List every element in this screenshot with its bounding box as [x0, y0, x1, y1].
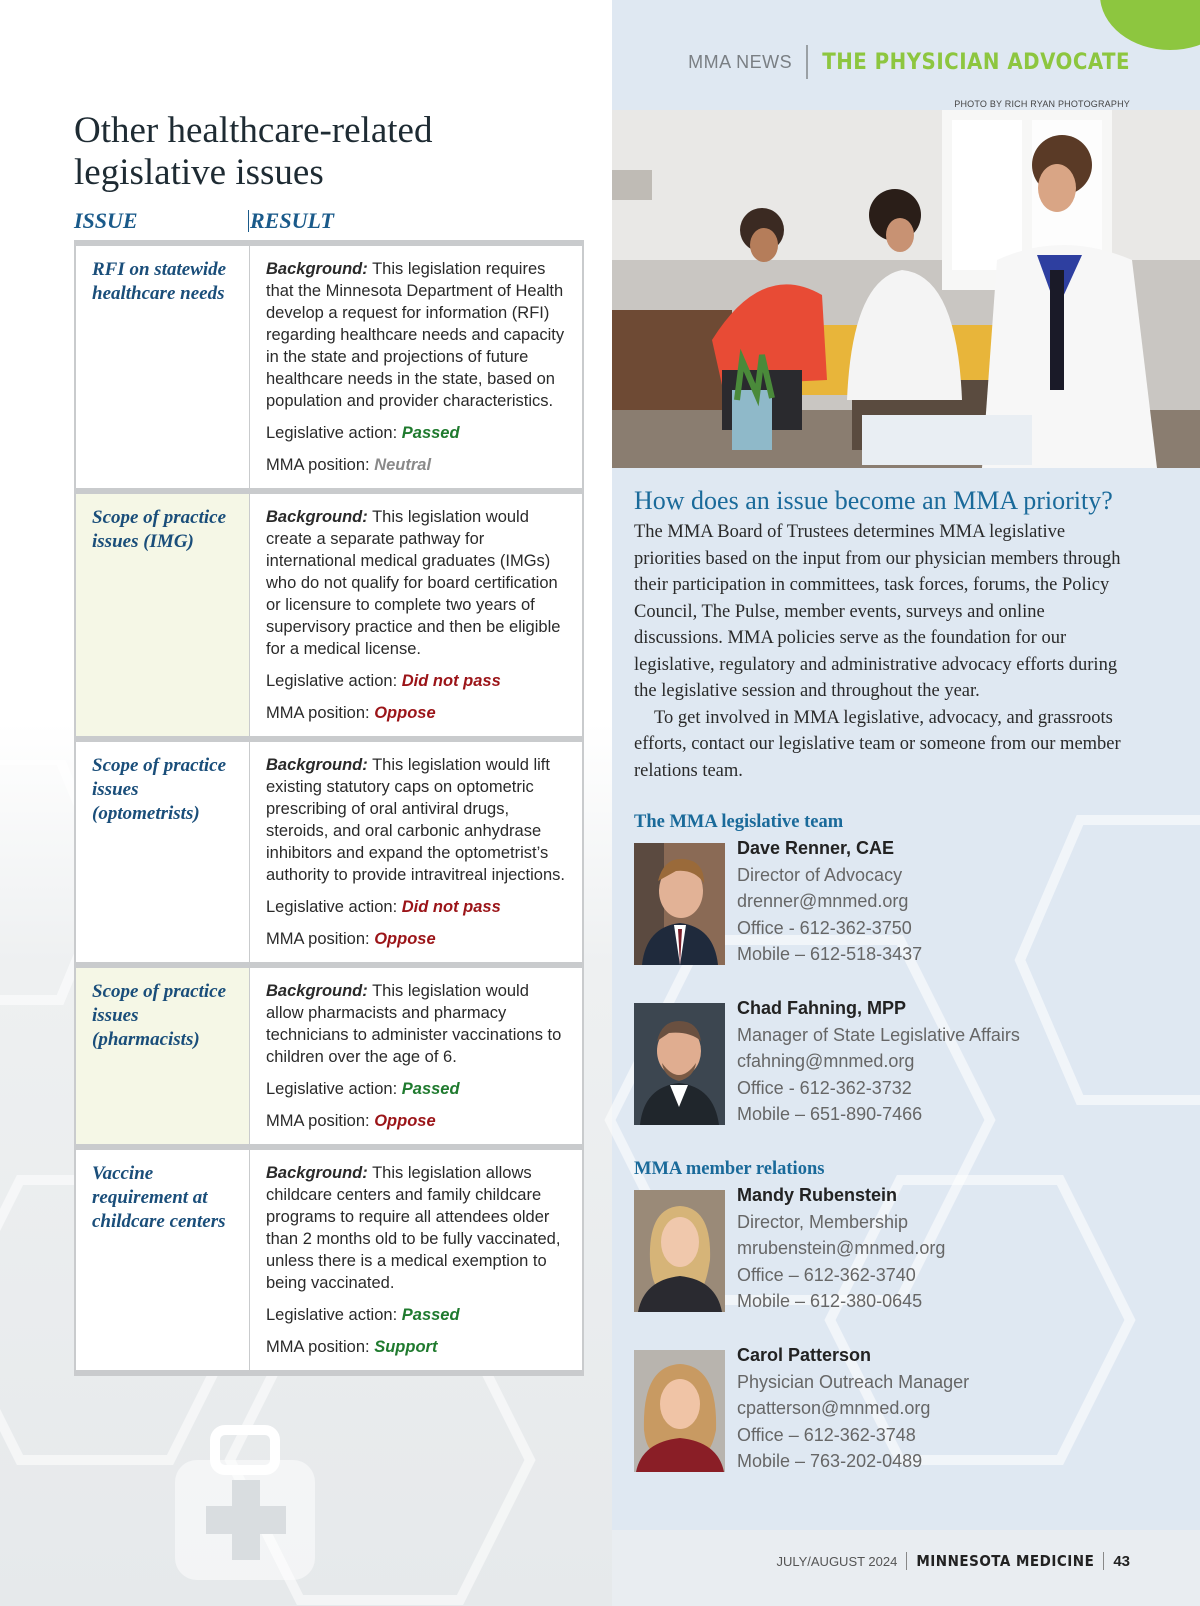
table-row	[76, 742, 582, 968]
contact-office-phone: Office - 612-362-3732	[737, 1077, 912, 1098]
result-cell	[250, 246, 582, 488]
priority-heading: How does an issue become an MMA priority?	[634, 486, 1113, 515]
contact-info	[737, 995, 1020, 1128]
background-text	[266, 258, 568, 412]
position-status: Oppose	[374, 704, 436, 722]
action-status: Passed	[401, 1306, 460, 1324]
issue-date: JULY/AUGUST 2024	[776, 1553, 898, 1569]
contact-email[interactable]: cpatterson@mnmed.org	[737, 1398, 931, 1419]
contact-info	[737, 1342, 969, 1475]
contact-mobile-phone: Mobile – 763-202-0489	[737, 1451, 923, 1472]
table-row	[76, 246, 582, 494]
title-line-2: legislative issues	[74, 152, 324, 193]
contact-office-phone: Office – 612-362-3740	[737, 1264, 916, 1285]
column-header-divider	[248, 210, 249, 232]
position-label: MMA position:	[266, 704, 370, 722]
mma-position	[266, 454, 568, 476]
contact-title: Physician Outreach Manager	[737, 1371, 970, 1392]
background-text	[266, 754, 568, 886]
background-body: This legislation allows childcare centers and family childcare programs to require all attendees older than 2 months old to be fully vaccinated, unless there is a medical exemption to being vaccinated.	[266, 1164, 561, 1292]
priority-paragraph-2: To get involved in MMA legislative, advocacy, and grassroots efforts, contact our legislative team or someone from our member relations team.	[634, 707, 1121, 781]
issue-name: Scope of practice issues (optometrists)	[76, 742, 250, 962]
contact-office-phone: Office – 612-362-3748	[737, 1424, 916, 1445]
background-label: Background:	[266, 982, 368, 1000]
legislative-team-heading: The MMA legislative team	[634, 812, 844, 832]
contact-info	[737, 1182, 945, 1315]
position-status: Neutral	[374, 456, 432, 474]
section-label: MMA NEWS	[688, 45, 808, 79]
contact-title: Director of Advocacy	[737, 864, 903, 885]
contact-card	[634, 998, 1134, 1128]
contact-mobile-phone: Mobile – 651-890-7466	[737, 1104, 923, 1125]
contact-name: Chad Fahning, MPP	[737, 998, 906, 1018]
table-row	[76, 494, 582, 742]
contact-office-phone: Office - 612-362-3750	[737, 917, 912, 938]
portrait-photo	[634, 1003, 725, 1125]
background-label: Background:	[266, 508, 368, 526]
title-line-1: Other healthcare-related	[74, 110, 433, 151]
legislative-action	[266, 422, 568, 444]
contact-mobile-phone: Mobile – 612-380-0645	[737, 1291, 923, 1312]
table-row	[76, 1150, 582, 1374]
issues-table	[74, 240, 584, 1376]
contact-mobile-phone: Mobile – 612-518-3437	[737, 944, 923, 965]
issue-name: Scope of practice issues (IMG)	[76, 494, 250, 736]
result-cell	[250, 1150, 582, 1370]
issue-name: RFI on statewide healthcare needs	[76, 246, 250, 488]
position-status: Oppose	[374, 1112, 436, 1130]
contact-info	[737, 835, 922, 968]
legislative-action	[266, 1078, 568, 1100]
legislative-action	[266, 896, 568, 918]
legislative-action	[266, 1304, 568, 1326]
action-label: Legislative action:	[266, 898, 398, 916]
mma-position	[266, 702, 568, 724]
issue-name: Scope of practice issues (pharmacists)	[76, 968, 250, 1144]
action-status: Passed	[401, 1080, 460, 1098]
page-footer	[776, 1552, 1130, 1570]
action-status: Did not pass	[401, 898, 501, 916]
result-cell	[250, 968, 582, 1144]
contact-title: Manager of State Legislative Affairs	[737, 1024, 1020, 1045]
portrait-photo	[634, 843, 725, 965]
mma-position	[266, 928, 568, 950]
action-label: Legislative action:	[266, 672, 398, 690]
background-body: This legislation would allow pharmacists and pharmacy technicians to administer vaccinations to children over the age of 6.	[266, 982, 562, 1066]
magazine-name: MINNESOTA MEDICINE	[906, 1552, 1104, 1570]
mma-position	[266, 1110, 568, 1132]
table-row	[76, 968, 582, 1150]
contact-card	[634, 1185, 1134, 1315]
issue-column-header: ISSUE	[74, 208, 138, 233]
contact-card	[634, 838, 1134, 968]
action-label: Legislative action:	[266, 1080, 398, 1098]
position-label: MMA position:	[266, 456, 370, 474]
background-body: This legislation would create a separate pathway for international medical graduates (IMGs) who do not qualify for board certification or licensure to complete two years of supervisory practice and then be eligible for a medical license.	[266, 508, 561, 658]
contact-card	[634, 1345, 1134, 1475]
background-text	[266, 1162, 568, 1294]
column-label: THE PHYSICIAN ADVOCATE	[822, 49, 1130, 75]
running-header	[688, 44, 1130, 80]
position-label: MMA position:	[266, 1112, 370, 1130]
issue-name: Vaccine requirement at childcare centers	[76, 1150, 250, 1370]
position-status: Support	[374, 1338, 438, 1356]
action-status: Passed	[401, 424, 460, 442]
action-status: Did not pass	[401, 672, 501, 690]
mma-position	[266, 1336, 568, 1358]
position-label: MMA position:	[266, 930, 370, 948]
contact-name: Mandy Rubenstein	[737, 1185, 898, 1205]
contact-email[interactable]: drenner@mnmed.org	[737, 891, 909, 912]
page-number: 43	[1113, 1552, 1130, 1570]
priority-body	[634, 519, 1130, 784]
result-cell	[250, 494, 582, 736]
portrait-photo	[634, 1190, 725, 1312]
action-label: Legislative action:	[266, 424, 398, 442]
portrait-photo	[634, 1350, 725, 1472]
contact-email[interactable]: mrubenstein@mnmed.org	[737, 1238, 946, 1259]
background-label: Background:	[266, 756, 368, 774]
background-text	[266, 980, 568, 1068]
background-text	[266, 506, 568, 660]
background-body: This legislation requires that the Minnesota Department of Health develop a request for information (RFI) regarding healthcare needs and capacity in the state and projections of future healthcare needs in the state, based on population and provider characteristics.	[266, 260, 565, 410]
background-body: This legislation would lift existing statutory caps on optometric prescribing of oral antiviral drugs, steroids, and oral carbonic anhydrase inhibitors and expand the optometrist’s authority to provide intravitreal injections.	[266, 756, 565, 884]
contact-title: Director, Membership	[737, 1211, 909, 1232]
result-cell	[250, 742, 582, 962]
background-label: Background:	[266, 1164, 368, 1182]
result-column-header: RESULT	[250, 208, 334, 233]
background-label: Background:	[266, 260, 368, 278]
action-label: Legislative action:	[266, 1306, 398, 1324]
position-label: MMA position:	[266, 1338, 370, 1356]
contact-email[interactable]: cfahning@mnmed.org	[737, 1051, 915, 1072]
position-status: Oppose	[374, 930, 436, 948]
legislative-action	[266, 670, 568, 692]
priority-paragraph-1: The MMA Board of Trustees determines MMA legislative priorities based on the input from our physician members through their participation in committees, task forces, forums, the Policy Council, The Pulse, member events, surveys and online discussions. MMA policies serve as the foundation for our legislative, regulatory and administrative advocacy efforts during the legislative session and throughout the year.	[634, 522, 1121, 701]
physicians-with-patient-photo	[612, 110, 1200, 468]
contact-name: Carol Patterson	[737, 1345, 872, 1365]
page-title	[74, 110, 594, 194]
photo-credit: PHOTO BY RICH RYAN PHOTOGRAPHY	[954, 99, 1130, 109]
member-relations-heading: MMA member relations	[634, 1159, 825, 1179]
contact-name: Dave Renner, CAE	[737, 838, 895, 858]
